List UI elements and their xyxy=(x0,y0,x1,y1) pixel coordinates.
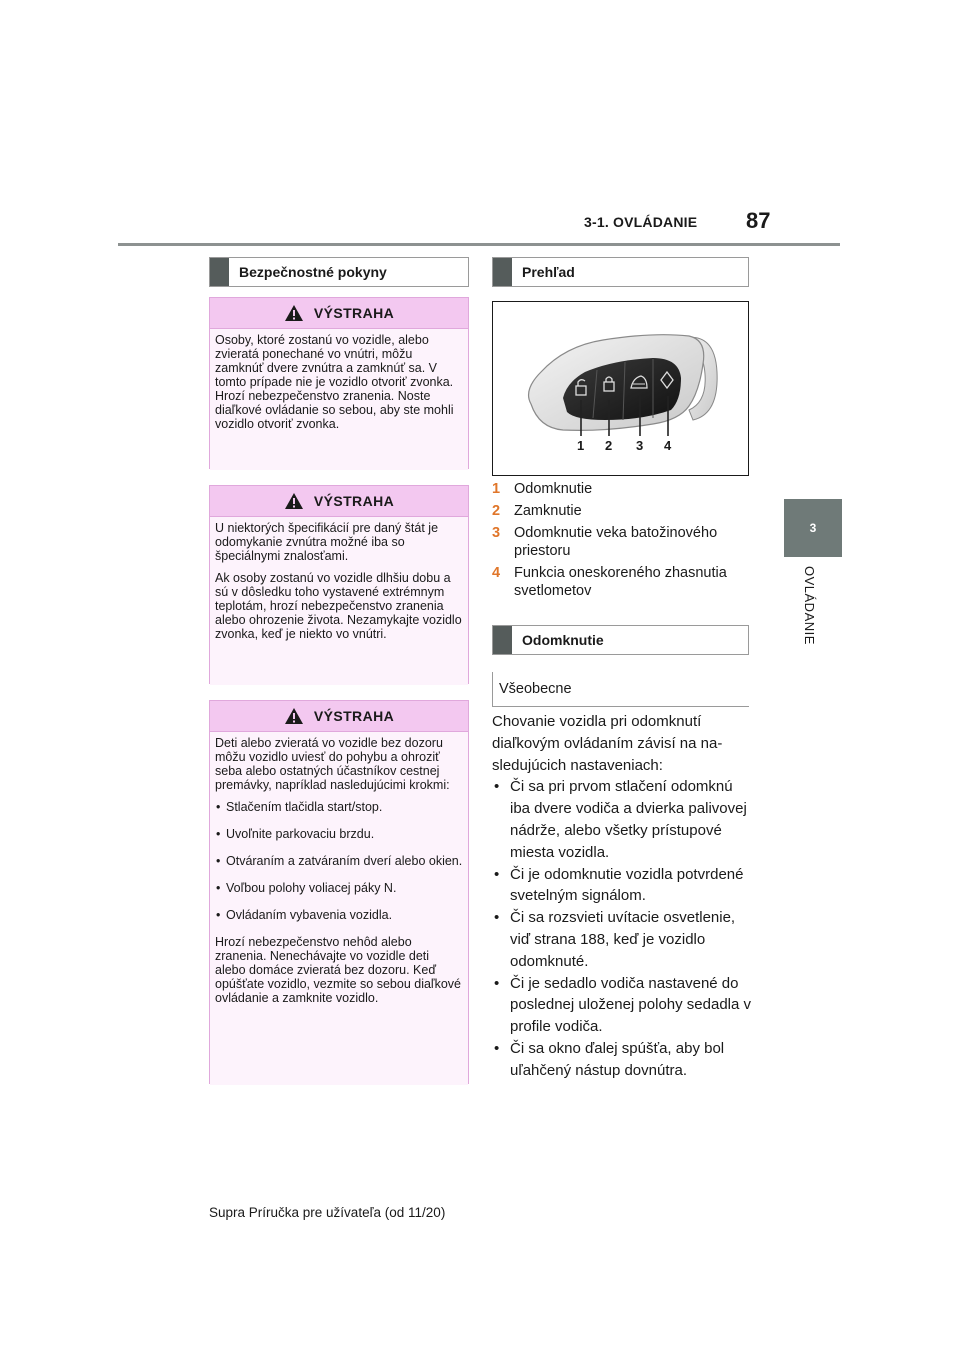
warning-title: VÝSTRAHA xyxy=(313,708,395,724)
list-item: • Či sa okno ďalej spúšťa, aby bol uľahčený nástup dovnútra. xyxy=(492,1038,754,1082)
legend-row xyxy=(492,564,752,600)
subheading: Všeobecne xyxy=(492,672,749,707)
legend-text: Odomknutie veka batožinového priestoru xyxy=(514,525,718,559)
section-title: Bezpečnostné pokyny xyxy=(239,264,387,280)
list-item: • Či sa rozsvieti uvítacie osvetlenie, viď strana 188, keď je vozidlo odomknuté. xyxy=(492,907,754,972)
legend-text: Odomknutie xyxy=(514,481,593,497)
figure-label-3: 3 xyxy=(636,438,644,453)
legend-row xyxy=(492,480,752,498)
unlock-body xyxy=(492,711,754,1082)
section-bar xyxy=(210,258,229,286)
warning-body xyxy=(210,517,468,685)
list-item: • Otváraním a zatváraním dverí alebo okien. xyxy=(215,854,463,868)
warning-text: Deti alebo zvieratá vo vozidle bez dozoru môžu vozidlo uviesť do pohybu a ohroziť seba alebo ostatných účastníkov cestnej premávky, napríklad nasledujúcimi krokmi: xyxy=(215,736,450,792)
list-item: • Či je sedadlo vodiča nastavené do poslednej uloženej polohy sedadla v profile vodiča. xyxy=(492,973,754,1038)
header-rule xyxy=(118,243,840,246)
legend-number: 1 xyxy=(492,481,501,497)
body-paragraph: Chovanie vozidla pri odomknutí diaľkovým ovládaním závisí na nasledujúcich nastaveniach: xyxy=(492,713,723,774)
warning-title: VÝSTRAHA xyxy=(313,493,395,509)
warning-title: VÝSTRAHA xyxy=(313,305,395,321)
warning-box-2 xyxy=(209,485,469,684)
warning-body xyxy=(210,329,468,470)
warning-text: Osoby, ktoré zostanú vo vozidle, alebo zvieratá ponechané vo vnútri, môžu zamknúť dvere zvnútra a zamknúť sa. V tomto prípade nie je vozidlo otvoriť zvonka. Hrozí nebezpečenstvo zranenia. Noste diaľkové ovládanie so sebou, aby ste mohli vozidlo otvoriť zvonka. xyxy=(215,333,454,431)
section-header: 3-1. OVLÁDANIE xyxy=(584,214,698,230)
warning-box-3 xyxy=(209,700,469,1084)
figure-legend xyxy=(492,480,752,604)
section-safety xyxy=(209,257,469,287)
section-bar xyxy=(493,258,512,286)
warning-text: Hrozí nebezpečenstvo nehôd alebo zranenia. Nenechávajte vo vozidle deti alebo domáce zvieratá bez dozoru. Keď opúšťate vozidlo, vezmite so sebou diaľkové ovládanie a zamknite vozidlo. xyxy=(215,935,461,1005)
list-item: • Uvoľnite parkovaciu brzdu. xyxy=(215,827,463,841)
warning-header xyxy=(210,701,468,732)
warning-triangle-icon xyxy=(284,707,304,725)
legend-number: 4 xyxy=(492,565,501,581)
list-item: • Či je odomknutie vozidla potvrdené svetelným signálom. xyxy=(492,864,754,908)
warning-body xyxy=(210,732,468,1085)
legend-row xyxy=(492,502,752,520)
warning-list xyxy=(215,800,463,922)
section-overview xyxy=(492,257,749,287)
warning-header xyxy=(210,298,468,329)
section-unlock xyxy=(492,625,749,655)
list-item: • Voľbou polohy voliacej páky N. xyxy=(215,881,463,895)
settings-list xyxy=(492,776,754,1081)
warning-header xyxy=(210,486,468,517)
legend-text: Zamknutie xyxy=(514,503,582,519)
warning-triangle-icon xyxy=(284,304,304,322)
page-footer: Supra Príručka pre užívateľa (od 11/20) xyxy=(209,1205,446,1220)
section-bar xyxy=(493,626,512,654)
legend-row xyxy=(492,524,752,560)
legend-number: 3 xyxy=(492,525,501,541)
warning-triangle-icon xyxy=(284,492,304,510)
warning-box-1 xyxy=(209,297,469,469)
warning-text: U niektorých špecifikácií pre daný štát je odomykanie zvnútra možné iba so špeciálnymi znalosťami. xyxy=(215,521,439,563)
warning-text: Ak osoby zostanú vo vozidle dlhšiu dobu a sú v dôsledku toho vystavené extrémnym teplotám, hrozí nebezpečenstvo zranenia alebo ohrozenie života. Nezamykajte vozidlo zvonka, keď je niekto vo vnútri. xyxy=(215,571,462,641)
section-title: Prehľad xyxy=(522,264,575,280)
list-item: • Ovládaním vybavenia vozidla. xyxy=(215,908,463,922)
figure-label-2: 2 xyxy=(605,438,613,453)
key-fob-figure xyxy=(492,301,749,476)
chapter-label: OVLÁDANIE xyxy=(802,566,817,645)
key-fob-illustration xyxy=(493,302,748,475)
list-item: • Či sa pri prvom stlačení odomknú iba dvere vodiča a dvierka palivovej nádrže, alebo všetky prístupové miesta vozidla. xyxy=(492,776,754,863)
page-number: 87 xyxy=(746,208,771,233)
list-item: • Stlačením tlačidla start/stop. xyxy=(215,800,463,814)
figure-label-1: 1 xyxy=(577,438,585,453)
figure-label-4: 4 xyxy=(664,438,672,453)
legend-text: Funkcia oneskoreného zhasnutia svetlometov xyxy=(514,565,727,599)
section-title: Odomknutie xyxy=(522,632,604,648)
legend-number: 2 xyxy=(492,503,501,519)
chapter-tab[interactable]: 3 xyxy=(784,499,842,557)
